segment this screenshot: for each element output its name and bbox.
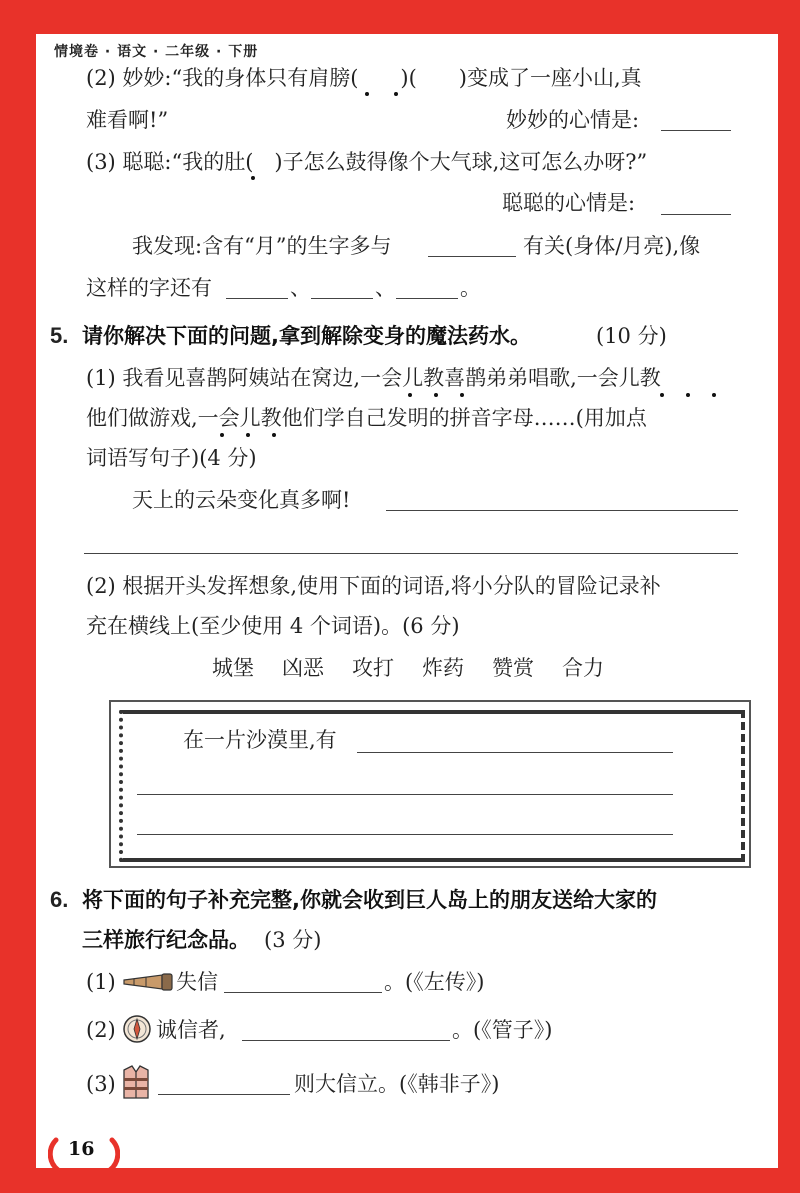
q6-item2-num: (2) xyxy=(86,1018,116,1042)
q6-item1-source: 。(《左传》) xyxy=(384,970,485,994)
q4-item3-mood-blank[interactable] xyxy=(661,214,731,215)
q6-item2-text: 诚信者, xyxy=(156,1018,226,1042)
q5-number: 5. xyxy=(50,323,69,348)
q6-item1-text: 失信 xyxy=(176,970,218,994)
q5-score: (10 分) xyxy=(596,324,667,348)
word-bank-item: 合力 xyxy=(562,656,604,680)
adventure-writing-box xyxy=(109,700,751,868)
page-frame-bottom xyxy=(0,1168,800,1193)
emphasis-dot xyxy=(686,393,690,397)
page-number: 16 xyxy=(68,1138,95,1160)
emphasis-dot xyxy=(272,433,276,437)
q6-item2-source: 。(《管子》) xyxy=(452,1018,553,1042)
q4-example-blank-3[interactable] xyxy=(396,298,458,299)
q6-item3-blank[interactable] xyxy=(158,1094,290,1095)
emphasis-dot xyxy=(220,433,224,437)
q5-title: 请你解决下面的问题,拿到解除变身的魔法药水。 xyxy=(82,324,531,348)
emphasis-dot xyxy=(365,92,369,96)
q5-p1-answer-line-2[interactable] xyxy=(84,553,738,554)
adventure-line-1[interactable] xyxy=(357,752,673,753)
q4-item3-mood-label: 聪聪的心情是: xyxy=(502,191,636,215)
running-header: 情境卷 · 语文 · 二年级 · 下册 xyxy=(54,44,259,60)
q4-item2-line1: (2) 妙妙:“我的身体只有肩膀( )( )变成了一座小山,真 xyxy=(86,66,642,90)
q4-example-blank-1[interactable] xyxy=(226,298,288,299)
emphasis-dot xyxy=(246,433,250,437)
emphasis-dot xyxy=(460,393,464,397)
q4-item2-line2: 难看啊!” xyxy=(86,108,169,132)
q4-item2-mood-blank[interactable] xyxy=(661,130,731,131)
q5-p2-line1: (2) 根据开头发挥想象,使用下面的词语,将小分队的冒险记录补 xyxy=(86,574,661,598)
life-jacket-icon xyxy=(120,1064,152,1100)
q4-sep-1: 、 xyxy=(290,276,311,300)
q6-score: (3 分) xyxy=(264,928,322,952)
word-bank-item: 凶恶 xyxy=(282,656,324,680)
page-frame-top xyxy=(0,0,800,34)
q4-discover-blank[interactable] xyxy=(428,256,516,257)
q5-p2-line2: 充在横线上(至少使用 4 个词语)。(6 分) xyxy=(86,614,460,638)
q6-item3-num: (3) xyxy=(86,1072,116,1096)
q4-examples-text: 这样的字还有 xyxy=(86,276,212,300)
q4-item3-line1: (3) 聪聪:“我的肚( )子怎么鼓得像个大气球,这可怎么办呀?” xyxy=(86,150,648,174)
emphasis-dot xyxy=(712,393,716,397)
emphasis-dot xyxy=(434,393,438,397)
q5-p1-line2: 他们做游戏,一会儿教他们学自己发明的拼音字母……(用加点 xyxy=(86,406,647,430)
adventure-start-text: 在一片沙漠里,有 xyxy=(183,728,337,752)
q6-title-line1: 将下面的句子补充完整,你就会收到巨人岛上的朋友送给大家的 xyxy=(82,888,657,912)
worksheet-page xyxy=(36,34,778,1168)
q5-p1-line3: 词语写句子)(4 分) xyxy=(86,446,257,470)
q5-p1-answer-line-1[interactable] xyxy=(386,510,738,511)
q6-item1-num: (1) xyxy=(86,970,116,994)
q6-number: 6. xyxy=(50,887,69,912)
page-frame-right xyxy=(778,0,800,1193)
q4-discover-text-a: 我发现:含有“月”的生字多与 xyxy=(132,234,392,258)
word-bank-item: 攻打 xyxy=(352,656,394,680)
adventure-line-3[interactable] xyxy=(137,834,673,835)
word-bank-item: 赞赏 xyxy=(492,656,534,680)
q6-item3-source: 则大信立。(《韩非子》) xyxy=(294,1072,500,1096)
emphasis-dot xyxy=(408,393,412,397)
word-bank-item: 城堡 xyxy=(212,656,254,680)
page-frame-left xyxy=(0,0,36,1193)
q5-p1-line1: (1) 我看见喜鹊阿姨站在窝边,一会儿教喜鹊弟弟唱歌,一会儿教 xyxy=(86,366,661,390)
q4-discover-text-b: 有关(身体/月亮),像 xyxy=(523,234,701,258)
q4-end: 。 xyxy=(460,276,481,300)
emphasis-dot xyxy=(251,176,255,180)
telescope-icon xyxy=(122,972,174,992)
q6-item1-blank[interactable] xyxy=(224,992,382,993)
q4-example-blank-2[interactable] xyxy=(311,298,373,299)
q6-item2-blank[interactable] xyxy=(242,1040,450,1041)
compass-icon xyxy=(122,1014,152,1044)
q5-p1-prompt: 天上的云朵变化真多啊! xyxy=(132,488,351,512)
q6-title-line2: 三样旅行纪念品。 xyxy=(82,928,250,952)
adventure-line-2[interactable] xyxy=(137,794,673,795)
word-bank-item: 炸药 xyxy=(422,656,464,680)
emphasis-dot xyxy=(394,92,398,96)
q4-item2-mood-label: 妙妙的心情是: xyxy=(506,108,640,132)
emphasis-dot xyxy=(660,393,664,397)
q4-sep-2: 、 xyxy=(375,276,396,300)
